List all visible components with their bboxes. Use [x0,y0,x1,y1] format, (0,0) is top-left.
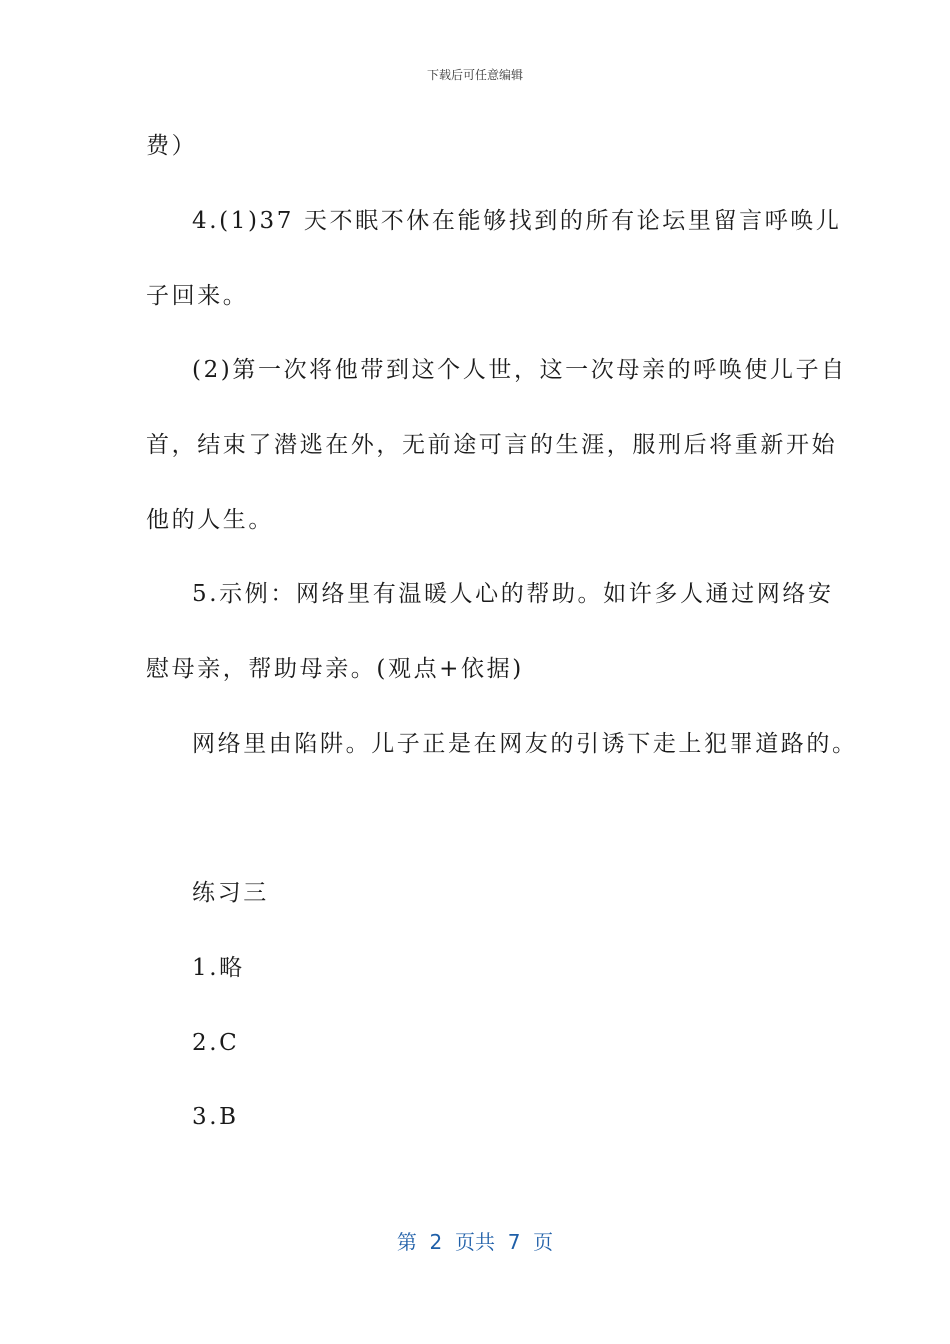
text-line: 首，结束了潜逃在外，无前途可言的生涯，服刑后将重新开始 [146,432,838,458]
page-footer: 第 2 页共 7 页 [396,1230,554,1254]
text-line: 5.示例：网络里有温暖人心的帮助。如许多人通过网络安 [192,581,834,607]
text-line: 他的人生。 [146,507,274,533]
text-line: 3.B [192,1104,239,1130]
text-line: 慰母亲，帮助母亲。(观点+依据) [146,656,524,682]
text-line: (2)第一次将他带到这个人世，这一次母亲的呼唤使儿子自 [192,357,847,383]
page-header: 下载后可任意编辑 [426,68,523,82]
text-line: 子回来。 [146,283,249,309]
text-line: 4.(1)37 天不眠不休在能够找到的所有论坛里留言呼唤儿 [192,208,842,234]
text-line: 1.略 [192,955,245,981]
text-line: 网络里由陷阱。儿子正是在网友的引诱下走上犯罪道路的。 [192,731,858,757]
text-line: 2.C [192,1030,240,1056]
section-heading: 练习三 [192,880,269,906]
text-line: 费） [146,133,198,159]
